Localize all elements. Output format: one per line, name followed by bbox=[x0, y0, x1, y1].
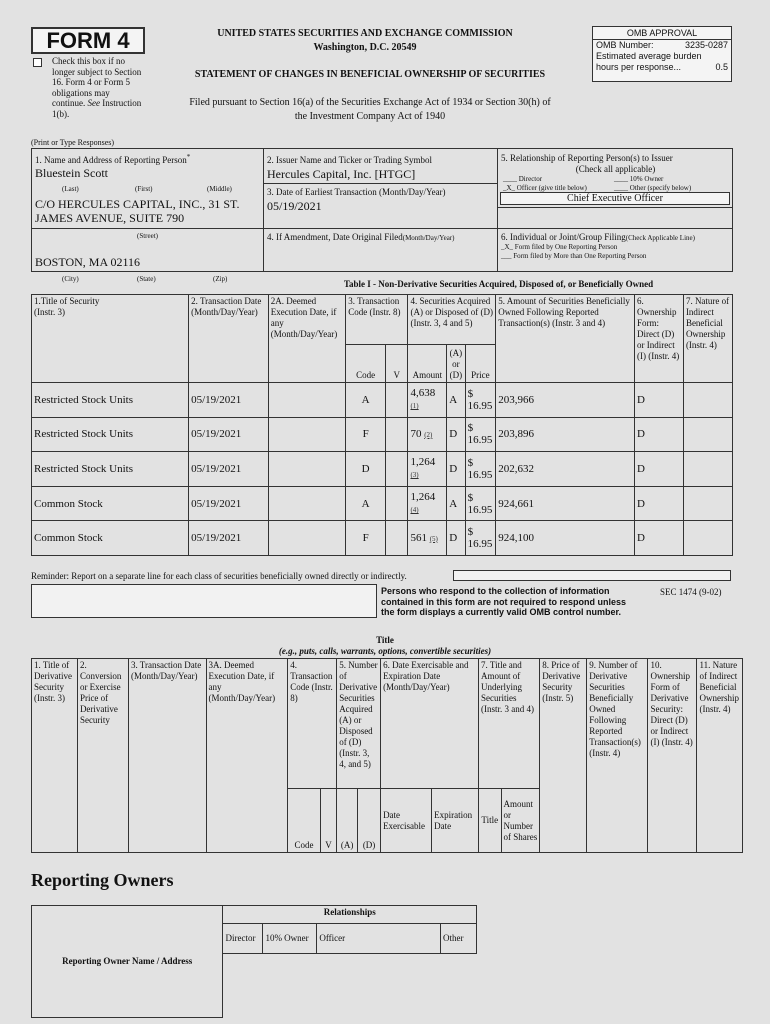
reporter-label bbox=[35, 153, 190, 165]
t1-h1-text: 1.Title of Security bbox=[34, 296, 100, 306]
t1-nature bbox=[683, 383, 732, 418]
t1-code: F bbox=[346, 417, 386, 452]
table2-subtitle: (e.g., puts, calls, warrants, options, convertible securities) bbox=[278, 646, 492, 656]
t2-h3a: 3A. Deemed Execution Date, if any (Month/Day/Year) bbox=[206, 659, 288, 853]
t1-owned: 924,661 bbox=[496, 486, 635, 521]
relationship-10pct-owner-text: 10% Owner bbox=[629, 175, 664, 183]
t1-owned: 202,632 bbox=[496, 452, 635, 487]
persons-line1: Persons who respond to the collection of information bbox=[381, 586, 610, 596]
t2-date-exercisable-header: Date Exercisable bbox=[381, 789, 432, 853]
t1-price-dollar: $ bbox=[467, 456, 474, 469]
filed-pursuant-line1: Filed pursuant to Section 16(a) of the Securities Exchange Act of 1934 or Section 30(h) of bbox=[189, 97, 551, 108]
t1-price-value: 16.95 bbox=[467, 434, 493, 447]
t2-expiration-header: Expiration Date bbox=[432, 789, 479, 853]
t1-price-header: Price bbox=[465, 345, 496, 383]
reporting-owners-heading: Reporting Owners bbox=[31, 870, 174, 890]
relationship-10pct-owner: ____ 10% Owner bbox=[614, 175, 664, 183]
filing-one-person: _X_ Form filed by One Reporting Person bbox=[501, 243, 618, 251]
t1-ownership-form: D bbox=[634, 452, 683, 487]
t1-v bbox=[386, 383, 408, 418]
t1-price-dollar: $ bbox=[467, 526, 474, 539]
divider bbox=[263, 148, 264, 272]
omb-number: 3235-0287 bbox=[684, 40, 728, 50]
t1-price-value: 16.95 bbox=[467, 503, 493, 516]
t1-price bbox=[465, 486, 496, 521]
table2-title: Title bbox=[376, 635, 394, 645]
t1-price bbox=[465, 417, 496, 452]
t1-aord: D bbox=[447, 452, 465, 487]
t1-price-dollar: $ bbox=[467, 422, 474, 435]
t1-amount-header: Amount bbox=[408, 345, 447, 383]
t1-amount-value: 1,264 bbox=[410, 491, 436, 504]
t1-ownership-form: D bbox=[634, 383, 683, 418]
t2-h7: 7. Title and Amount of Underlying Securities (Instr. 3 and 4) bbox=[479, 659, 540, 789]
omb-burden-label: Estimated average burden bbox=[596, 51, 702, 61]
omb-title: OMB APPROVAL bbox=[593, 27, 731, 40]
reporter-zip-caption: (Zip) bbox=[213, 275, 228, 283]
table1-row bbox=[32, 417, 733, 452]
owners-director-header: Director bbox=[223, 924, 263, 954]
t1-amount-value: 70 bbox=[410, 427, 422, 440]
reporter-middle-caption: (Middle) bbox=[207, 185, 232, 193]
t1-h1b-text: (Instr. 3) bbox=[34, 307, 65, 317]
t1-amount bbox=[408, 383, 447, 418]
t1-deemed-date bbox=[268, 383, 346, 418]
relationship-check: (Check all applicable) bbox=[575, 164, 656, 174]
t1-deemed-date bbox=[268, 521, 346, 556]
t2-a-header: (A) bbox=[337, 789, 358, 853]
t1-aord: A bbox=[447, 486, 465, 521]
t1-h5: 5. Amount of Securities Beneficially Owned Following Reported Transaction(s) (Instr. 3 and 4) bbox=[496, 295, 635, 383]
reporter-last-caption: (Last) bbox=[62, 185, 79, 193]
t1-h7: 7. Nature of Indirect Beneficial Ownership (Instr. 4) bbox=[683, 295, 732, 383]
t1-security-title: Restricted Stock Units bbox=[32, 452, 189, 487]
t1-v bbox=[386, 486, 408, 521]
t1-security-title: Common Stock bbox=[32, 486, 189, 521]
table1-row bbox=[32, 383, 733, 418]
owners-officer-header: Officer bbox=[317, 924, 441, 954]
no-longer-subject-checkbox[interactable] bbox=[33, 58, 42, 67]
t1-code: F bbox=[346, 521, 386, 556]
t1-amount bbox=[408, 417, 447, 452]
agency-name: UNITED STATES SECURITIES AND EXCHANGE COMMISSION bbox=[217, 28, 513, 39]
omb-hours: 0.5 bbox=[715, 62, 728, 72]
t1-h1 bbox=[32, 295, 189, 383]
table2 bbox=[31, 658, 743, 853]
checkbox-label bbox=[52, 56, 144, 119]
amendment-label bbox=[267, 232, 455, 242]
omb-hours-row bbox=[593, 62, 731, 73]
filing-type-label bbox=[501, 232, 695, 242]
filing-more-persons: ___ Form filed by More than One Reporting Person bbox=[501, 252, 647, 260]
table1-row bbox=[32, 486, 733, 521]
divider bbox=[263, 228, 733, 229]
table1-row bbox=[32, 521, 733, 556]
relationship-director: ____ Director bbox=[503, 175, 543, 183]
divider bbox=[31, 271, 264, 272]
t1-footnote-link[interactable]: (2) bbox=[424, 430, 433, 439]
t1-code: A bbox=[346, 486, 386, 521]
omb-number-label: OMB Number: bbox=[596, 40, 654, 50]
reporter-first-caption: (First) bbox=[135, 185, 153, 193]
t1-price-value: 16.95 bbox=[467, 538, 493, 551]
t1-transaction-date: 05/19/2021 bbox=[189, 417, 269, 452]
t2-code-header: Code bbox=[288, 789, 321, 853]
table1-row bbox=[32, 452, 733, 487]
amendment-label-small: (Month/Day/Year) bbox=[402, 234, 455, 242]
checkbox-instr: Instruction 1(b). bbox=[52, 98, 142, 119]
relationship-director-text: Director bbox=[518, 175, 543, 183]
t2-h5: 5. Number of Derivative Securities Acquired (A) or Disposed of (D) (Instr. 3, 4, and 5) bbox=[337, 659, 381, 789]
reporter-name: Bluestein Scott bbox=[35, 166, 108, 180]
amendment-label-text: 4. If Amendment, Date Original Filed bbox=[267, 232, 403, 242]
print-type-note: (Print or Type Responses) bbox=[31, 138, 115, 147]
t1-deemed-date bbox=[268, 417, 346, 452]
reporter-address-line1: C/O HERCULES CAPITAL, INC., 31 ST. bbox=[35, 197, 240, 211]
t1-v-header: V bbox=[386, 345, 408, 383]
t1-owned: 924,100 bbox=[496, 521, 635, 556]
t2-h11: 11. Nature of Indirect Beneficial Ownership (Instr. 4) bbox=[697, 659, 743, 853]
checkbox-see: See bbox=[87, 98, 100, 108]
divider bbox=[497, 207, 733, 208]
t1-code: A bbox=[346, 383, 386, 418]
t1-h4: 4. Securities Acquired (A) or Disposed of (D) (Instr. 3, 4 and 5) bbox=[408, 295, 496, 345]
t1-v bbox=[386, 452, 408, 487]
form-title-box bbox=[31, 27, 145, 54]
t1-price-value: 16.95 bbox=[467, 468, 493, 481]
relationship-other-text: Other (specify below) bbox=[629, 184, 692, 192]
omb-approval-box bbox=[592, 26, 732, 82]
checkbox-label-text: Check this box if no longer subject to Section 16. Form 4 or Form 5 obligations may continue. bbox=[52, 56, 142, 108]
t1-nature bbox=[683, 452, 732, 487]
t1-price bbox=[465, 383, 496, 418]
sec-form-number: SEC 1474 (9-02) bbox=[660, 587, 722, 597]
filing-type-label-small: (Check Applicable Line) bbox=[625, 234, 695, 242]
filing-type-label-text: 6. Individual or Joint/Group Filing bbox=[501, 232, 626, 242]
t1-price-dollar: $ bbox=[467, 387, 474, 400]
t2-h2: 2. Conversion or Exercise Price of Derivative Security bbox=[77, 659, 128, 853]
reporting-owners-table bbox=[31, 905, 477, 1018]
t2-v-header: V bbox=[320, 789, 336, 853]
t1-nature bbox=[683, 417, 732, 452]
omb-number-row bbox=[593, 40, 731, 51]
reporter-address-line2: JAMES AVENUE, SUITE 790 bbox=[35, 211, 185, 225]
t2-amount-header: Amount or Number of Shares bbox=[501, 789, 540, 853]
t1-aord: A bbox=[447, 383, 465, 418]
t1-amount bbox=[408, 486, 447, 521]
t1-h6: 6. Ownership Form: Direct (D) or Indirect (I) (Instr. 4) bbox=[634, 295, 683, 383]
reminder-text: Reminder: Report on a separate line for each class of securities beneficially owned directly or indirectly. bbox=[31, 571, 407, 581]
table1 bbox=[31, 294, 733, 556]
t1-price-value: 16.95 bbox=[467, 399, 493, 412]
t1-security-title: Common Stock bbox=[32, 521, 189, 556]
t1-price bbox=[465, 521, 496, 556]
t1-ownership-form: D bbox=[634, 486, 683, 521]
t1-amount-value: 1,264 bbox=[410, 456, 436, 469]
t1-deemed-date bbox=[268, 486, 346, 521]
owners-other-header: Other bbox=[441, 924, 477, 954]
owners-10pct-header: 10% Owner bbox=[263, 924, 317, 954]
t1-h2: 2. Transaction Date (Month/Day/Year) bbox=[189, 295, 269, 383]
table1-title: Table I - Non-Derivative Securities Acquired, Disposed of, or Beneficially Owned bbox=[343, 279, 654, 289]
persons-line3: the form displays a currently valid OMB control number. bbox=[381, 607, 622, 617]
relationships-header: Relationships bbox=[223, 906, 477, 924]
t2-title-header: Title bbox=[479, 789, 501, 853]
t1-body bbox=[32, 383, 733, 556]
t1-transaction-date: 05/19/2021 bbox=[189, 452, 269, 487]
agency-location: Washington, D.C. 20549 bbox=[313, 42, 417, 53]
reporter-city-line: BOSTON, MA 02116 bbox=[35, 255, 141, 269]
t2-h3: 3. Transaction Date (Month/Day/Year) bbox=[128, 659, 206, 853]
t1-security-title: Restricted Stock Units bbox=[32, 417, 189, 452]
divider bbox=[31, 228, 264, 229]
t1-v bbox=[386, 417, 408, 452]
omb-hours-label: hours per response... bbox=[596, 62, 682, 72]
t1-transaction-date: 05/19/2021 bbox=[189, 383, 269, 418]
owner-name-address-header: Reporting Owner Name / Address bbox=[32, 906, 223, 1018]
t1-aord-header: (A) or (D) bbox=[447, 345, 465, 383]
reporter-label-mark: * bbox=[186, 153, 191, 161]
t1-footnote-link[interactable]: (1) bbox=[410, 402, 419, 411]
t2-h4: 4. Transaction Code (Instr. 8) bbox=[288, 659, 337, 789]
t1-ownership-form: D bbox=[634, 521, 683, 556]
relationship-label: 5. Relationship of Reporting Person(s) to Issuer bbox=[501, 153, 673, 163]
t1-price-dollar: $ bbox=[467, 491, 474, 504]
reporter-city-caption: (City) bbox=[62, 275, 79, 283]
t2-h1: 1. Title of Derivative Security (Instr. 3) bbox=[32, 659, 78, 853]
t1-footnote-link[interactable]: (4) bbox=[410, 506, 419, 515]
t2-h10: 10. Ownership Form of Derivative Security: Direct (D) or Indirect (I) (Instr. 4) bbox=[648, 659, 697, 853]
t2-h9: 9. Number of Derivative Securities Beneficially Owned Following Reported Transaction(s) (Instr. 4) bbox=[587, 659, 648, 853]
t1-nature bbox=[683, 486, 732, 521]
t1-owned: 203,966 bbox=[496, 383, 635, 418]
t2-h6: 6. Date Exercisable and Expiration Date (Month/Day/Year) bbox=[381, 659, 479, 789]
t1-transaction-date: 05/19/2021 bbox=[189, 521, 269, 556]
t1-aord: D bbox=[447, 417, 465, 452]
t1-ownership-form: D bbox=[634, 417, 683, 452]
t1-amount bbox=[408, 521, 447, 556]
t1-security-title: Restricted Stock Units bbox=[32, 383, 189, 418]
form-title: FORM 4 bbox=[46, 28, 130, 53]
divider bbox=[263, 183, 498, 184]
t1-footnote-link[interactable]: (5) bbox=[429, 534, 438, 543]
t1-owned: 203,896 bbox=[496, 417, 635, 452]
t1-price bbox=[465, 452, 496, 487]
t1-amount-value: 561 bbox=[410, 531, 427, 544]
t1-h3: 3. Transaction Code (Instr. 8) bbox=[346, 295, 408, 345]
owners-blank bbox=[223, 954, 477, 1018]
persons-blank-box bbox=[31, 584, 377, 618]
t2-h8: 8. Price of Derivative Security (Instr. 5) bbox=[540, 659, 587, 853]
t1-code-header: Code bbox=[346, 345, 386, 383]
t1-nature bbox=[683, 521, 732, 556]
reporter-state-caption: (State) bbox=[137, 275, 156, 283]
officer-title: Chief Executive Officer bbox=[500, 192, 730, 205]
t1-v bbox=[386, 521, 408, 556]
t2-d-header: (D) bbox=[358, 789, 381, 853]
t1-aord: D bbox=[447, 521, 465, 556]
t1-h2a: 2A. Deemed Execution Date, if any (Month/Day/Year) bbox=[268, 295, 346, 383]
persons-line2: contained in this form are not required to respond unless bbox=[381, 596, 627, 607]
reporter-label-text: 1. Name and Address of Reporting Person bbox=[35, 155, 187, 165]
issuer-name: Hercules Capital, Inc. [HTGC] bbox=[267, 167, 416, 181]
earliest-transaction-date: 05/19/2021 bbox=[267, 199, 322, 213]
issuer-label: 2. Issuer Name and Ticker or Trading Symbol bbox=[267, 155, 432, 165]
filed-pursuant-line2: the Investment Company Act of 1940 bbox=[294, 111, 446, 122]
t1-transaction-date: 05/19/2021 bbox=[189, 486, 269, 521]
relationship-other: ____ Other (specify below) bbox=[614, 184, 692, 192]
statement-title: STATEMENT OF CHANGES IN BENEFICIAL OWNERSHIP OF SECURITIES bbox=[194, 69, 546, 80]
t1-amount-value: 4,638 bbox=[410, 387, 436, 400]
earliest-transaction-label: 3. Date of Earliest Transaction (Month/Day/Year) bbox=[267, 187, 446, 197]
t1-deemed-date bbox=[268, 452, 346, 487]
relationship-officer: _X_ Officer (give title below) bbox=[503, 184, 587, 192]
t1-amount bbox=[408, 452, 447, 487]
persons-notice bbox=[381, 586, 626, 618]
t1-code: D bbox=[346, 452, 386, 487]
reporter-street-caption: (Street) bbox=[137, 232, 158, 240]
t1-footnote-link[interactable]: (3) bbox=[410, 471, 419, 480]
reminder-box bbox=[453, 570, 731, 581]
